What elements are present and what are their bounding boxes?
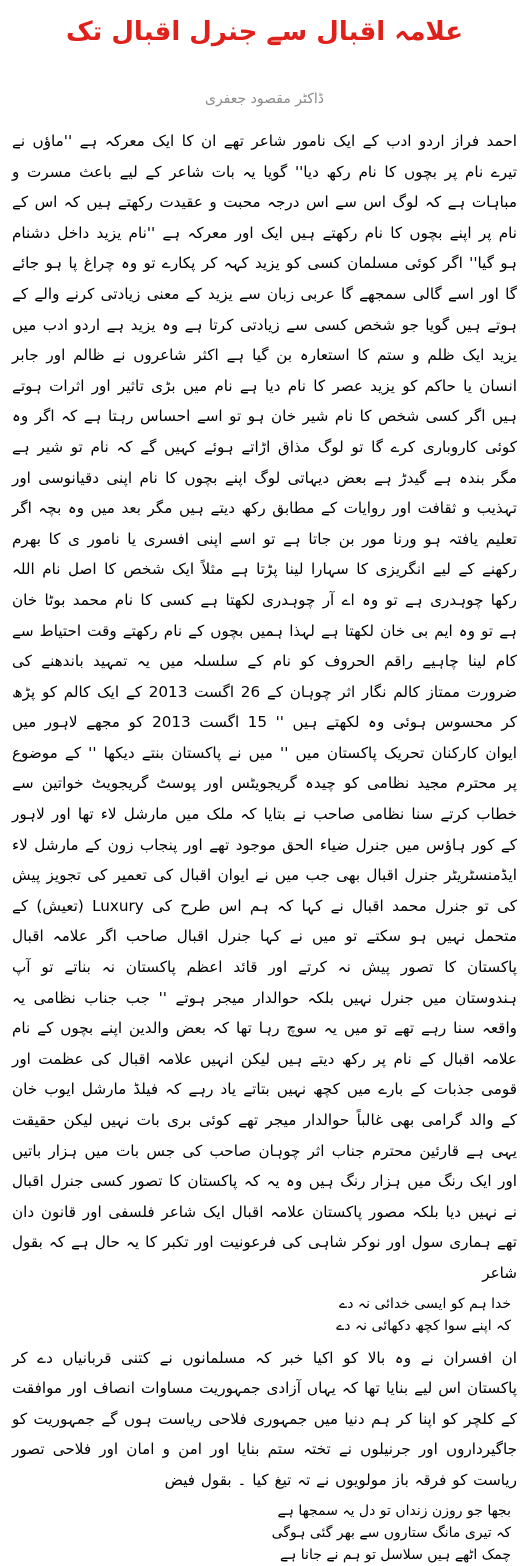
article-author: ڈاکٹر مقصود جعفری <box>205 91 324 107</box>
verse-block-1 <box>12 1293 517 1337</box>
article-paragraph-1: احمد فراز اردو ادب کے ایک نامور شاعر تھے ان کا ایک معرکہ ہے ''ماؤں نے تیرے نام پر بچوں کا نام رکھ دیا'' گویا یہ بات شاعر کے لیے باعث مسرت و مباہات ہے کہ لوگ اس سے اس درجہ محبت و عقیدت رکھتے ہیں کہ اس کے نام پر اپنے بچوں کا نام رکھتے ہیں ایک اور معرکہ ہے ''نام یزید داخل دشنام ہو گیا'' اگر کوئی مسلمان کسی کو یزید کہہ کر پکارے تو وہ چراغ پا ہو جائے گا اور اسے گالی سمجھے گا عربی زبان سے یزید کے معنی زیادتی کرنے والے کے ہوتے ہیں گویا جو شخص کسی سے زیادتی کرتا ہے وہ یزید ہے اردو ادب میں یزید ایک ظلم و ستم کا استعارہ بن گیا ہے اکثر شاعروں نے ظالم اور جابر انسان یا حاکم کو یزید عصر کا نام دیا ہے نام میں بڑی تاثیر اور اثرات ہوتے ہیں اگر کسی شخص کا نام شیر خان ہو تو اسے احساس رہتا ہے کہ اگر وہ کوئی کاروباری کرے گا تو لوگ مذاق اڑاتے ہوئے کہیں گے کہ نام تو شیر ہے مگر بندہ ہے گیدڑ ہے بعض دیہاتی لوگ اپنے بچوں کا نام اپنی دقیانوسی اور تہذیب و ثقافت اور روایات کے مطابق رکھ دیتے ہیں مگر بعد میں وہ بچہ اگر تعلیم یافتہ ہو ورنا مور بن جاتا ہے تو اسے اپنی افسری یا نامور ی کا بھرم رکھنے کے لیے انگریزی کا سہارا لینا پڑتا ہے مثلاً ایک شخص کا اصل نام اللہ رکھا چوہدری ہے تو وہ اے آر چوہدری لکھتا ہے کسی کا نام محمد بوٹا خان ہے تو وہ ایم بی خان لکھتا ہے لہذا ہمیں بچوں کے نام رکھتے وقت احتیاط سے کام لینا چاہیے راقم الحروف کو نام کے سلسلہ میں یہ تمہید باندھنے کی ضرورت ممتاز کالم نگار اثر چوہان کے 26 اگست 2013 کے ایک کالم کو پڑھ کر محسوس ہوئی وہ لکھتے ہیں '' 15 اگست 2013 کو مجھے لاہور میں ایوان کارکنان تحریک پاکستان میں '' میں نے پاکستان بنتے دیکھا '' کے موضوع پر محترم مجید نظامی کو چیدہ گریجویٹس اور پوسٹ گریجویٹ خواتین سے خطاب کرتے سنا نظامی صاحب نے بتایا کہ ملک میں مارشل لاء تھا اور لاہور کے کور ہاؤس میں جنرل ضیاء الحق موجود تھے اور پنجاب زون کے مارشل لاء ایڈمنسٹریٹر جنرل اقبال بھی جب میں نے ایوان اقبال کی تعمیر کی تجویز پیش کی تو جنرل محمد اقبال نے کہا کہ ہم اس طرح کی Luxury (تعیش) کے متحمل نہیں ہو سکتے تو میں نے کہا جنرل اقبال صاحب اگر علامہ اقبال پاکستان کا تصور پیش نہ کرتے اور قائد اعظم پاکستان نہ بناتے تو آپ ہندوستان میں جنرل نہیں بلکہ حوالدار میجر ہوتے '' جب جناب نظامی یہ واقعہ سنا رہے تھے تو میں یہ سوچ رہا تھا کہ بعض والدین اپنے بچوں کے نام علامہ اقبال کے نام پر رکھ دیتے ہیں لیکن انہیں علامہ اقبال کی عظمت اور قومی جذبات کے بارے میں کچھ نہیں بتاتے یاد رہے کہ فیلڈ مارشل ایوب خان کے والد گرامی بھی غالباً حوالدار میجر تھے کوئی بری بات نہیں لیکن حقیقت یہی ہے قارئین محترم جناب اثر چوہان صاحب کی جس بات میں ہزار باتیں اور ایک رنگ میں ہزار رنگ ہیں وہ یہ کہ پاکستان کا تصور کسی جنرل اقبال نے نہیں دیا بلکہ مصور پاکستان علامہ اقبال ایک شاعر فلسفی اور قانون دان تھے ہماری سول اور نوکر شاہی کی فرعونیت اور تکبر کا یہ حال ہے کہ بقول شاعر <box>12 132 517 1282</box>
verse-line: کہ اپنے سوا کچھ دکھائی نہ دے <box>336 1317 511 1334</box>
article-title: علامہ اقبال سے جنرل اقبال تک <box>65 17 464 47</box>
verse-line: کہ تیری مانگ ستاروں سے بھر گئی ہوگی <box>271 1524 511 1541</box>
verse-line: چمک اٹھے ہیں سلاسل تو ہم نے جانا ہے <box>279 1546 511 1563</box>
verse-line: خدا ہم کو ایسی خدائی نہ دے <box>339 1295 511 1312</box>
verse-line: بجھا جو روزن زنداں تو دل یہ سمجھا ہے <box>277 1502 511 1519</box>
article-paragraph-2: ان افسران نے وہ بالا کو اکیا خبر کہ مسلمانوں نے کتنی قربانیاں دے کر پاکستان اس لیے بنایا تھا کہ یہاں آزادی جمہوریت مساوات انصاف اور موافقت کے کلچر کو اپنا کر ہم دنیا میں جمہوری فلاحی ریاست ہوں گے جمہوریت کو جاگیرداروں اور جرنیلوں نے تختہ ستم بنایا اور امن و امان اور فلاحی تصور ریاست کو فرقہ باز مولویوں نے تہ تیغ کیا ۔ بقول فیض <box>12 1348 517 1489</box>
verse-block-2 <box>12 1500 517 1566</box>
